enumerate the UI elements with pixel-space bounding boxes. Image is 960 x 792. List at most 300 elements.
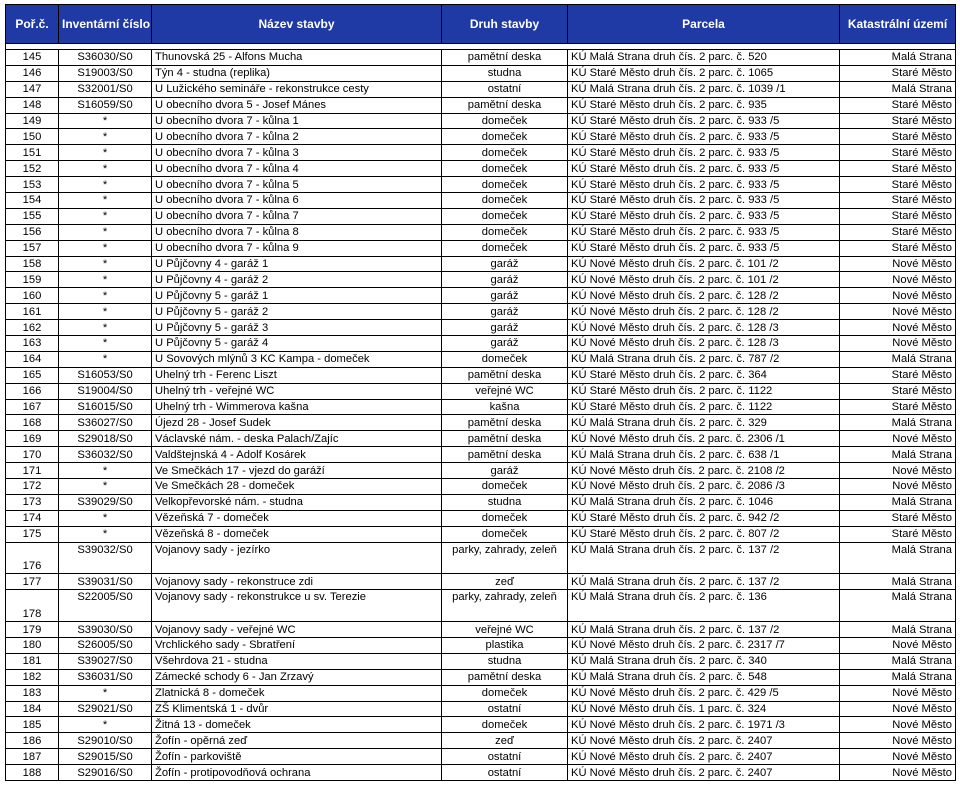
building-name-cell: Ve Smečkách 17 - vjezd do garáží [152,463,442,479]
parcel-cell: KÚ Nové Město druh čís. 2 parc. č. 2108 /2 [568,463,840,479]
cadastral-area-cell: Staré Město [840,510,956,526]
row-number-cell: 149 [6,113,59,129]
building-type-cell: pamětní deska [442,447,568,463]
building-name-cell: Vojanovy sady - veřejné WC [152,622,442,638]
building-type-cell: domeček [442,479,568,495]
cadastral-area-cell: Staré Město [840,193,956,209]
parcel-cell: KÚ Staré Město druh čís. 2 parc. č. 933 /5 [568,161,840,177]
row-number-cell: 167 [6,399,59,415]
inventory-number-cell: * [59,208,152,224]
building-type-cell: studna [442,653,568,669]
building-type-cell: zeď [442,574,568,590]
building-name-cell: U obecního dvora 7 - kůlna 5 [152,177,442,193]
cadastral-area-cell: Nové Město [840,256,956,272]
parcel-cell: KÚ Staré Město druh čís. 2 parc. č. 933 /5 [568,177,840,193]
building-type-cell: garáž [442,463,568,479]
row-number-cell: 148 [6,97,59,113]
parcel-cell: KÚ Nové Město druh čís. 2 parc. č. 128 /3 [568,336,840,352]
inventory-number-cell: * [59,304,152,320]
table-row [6,733,956,749]
table-row [6,256,956,272]
table-row [6,622,956,638]
building-type-cell: pamětní deska [442,431,568,447]
row-number-cell: 187 [6,749,59,765]
row-number-cell: 156 [6,224,59,240]
inventory-number-cell: S22005/S0 [59,590,152,622]
building-type-cell: domeček [442,177,568,193]
parcel-cell: KÚ Nové Město druh čís. 2 parc. č. 101 /2 [568,256,840,272]
inventory-number-cell: S29021/S0 [59,701,152,717]
parcel-cell: KÚ Malá Strana druh čís. 2 parc. č. 1039 /1 [568,81,840,97]
table-row [6,749,956,765]
row-number-cell: 177 [6,574,59,590]
parcel-cell: KÚ Nové Město druh čís. 2 parc. č. 2306 /1 [568,431,840,447]
inventory-number-cell: S29015/S0 [59,749,152,765]
parcel-cell: KÚ Staré Město druh čís. 2 parc. č. 933 /5 [568,193,840,209]
row-number-cell: 170 [6,447,59,463]
building-name-cell: Žofín - opěrná zeď [152,733,442,749]
building-type-cell: domeček [442,526,568,542]
column-header-cadastral-area: Katastrální území [840,5,956,44]
building-name-cell: U obecního dvora 7 - kůlna 7 [152,208,442,224]
cadastral-area-cell: Malá Strana [840,494,956,510]
table-row [6,304,956,320]
table-row [6,399,956,415]
inventory-number-cell: S36030/S0 [59,50,152,66]
inventory-number-cell: * [59,145,152,161]
parcel-cell: KÚ Staré Město druh čís. 2 parc. č. 364 [568,367,840,383]
cadastral-area-cell: Staré Město [840,383,956,399]
row-number-cell: 186 [6,733,59,749]
parcel-cell: KÚ Malá Strana druh čís. 2 parc. č. 1046 [568,494,840,510]
table-row [6,129,956,145]
cadastral-area-cell: Nové Město [840,304,956,320]
table-row [6,590,956,622]
table-row [6,542,956,574]
inventory-number-cell: * [59,288,152,304]
table-row [6,224,956,240]
parcel-cell: KÚ Malá Strana druh čís. 2 parc. č. 329 [568,415,840,431]
building-name-cell: Zámecké schody 6 - Jan Zrzavý [152,669,442,685]
parcel-cell: KÚ Malá Strana druh čís. 2 parc. č. 548 [568,669,840,685]
parcel-cell: KÚ Malá Strana druh čís. 2 parc. č. 137 /2 [568,542,840,574]
table-row [6,193,956,209]
building-type-cell: ostatní [442,749,568,765]
building-name-cell: Vězeňská 8 - domeček [152,526,442,542]
inventory-number-cell: S16015/S0 [59,399,152,415]
table-row [6,145,956,161]
row-number-cell: 174 [6,510,59,526]
parcel-cell: KÚ Nové Město druh čís. 2 parc. č. 2407 [568,749,840,765]
parcel-cell: KÚ Staré Město druh čís. 2 parc. č. 1122 [568,399,840,415]
building-name-cell: Týn 4 - studna (replika) [152,65,442,81]
building-type-cell: garáž [442,336,568,352]
row-number-cell: 162 [6,320,59,336]
cadastral-area-cell: Malá Strana [840,351,956,367]
cadastral-area-cell: Staré Město [840,526,956,542]
building-name-cell: Vojanovy sady - rekonstrukce u sv. Terezie [152,590,442,622]
parcel-cell: KÚ Staré Město druh čís. 2 parc. č. 933 /5 [568,145,840,161]
building-type-cell: parky, zahrady, zeleň [442,542,568,574]
building-name-cell: Ve Smečkách 28 - domeček [152,479,442,495]
cadastral-area-cell: Nové Město [840,320,956,336]
building-type-cell: domeček [442,145,568,161]
column-header-inventory: Inventární číslo [59,5,152,44]
cadastral-area-cell: Staré Město [840,399,956,415]
inventory-number-cell: S36032/S0 [59,447,152,463]
buildings-table [5,4,956,781]
building-type-cell: garáž [442,256,568,272]
table-row [6,208,956,224]
inventory-number-cell: S39030/S0 [59,622,152,638]
cadastral-area-cell: Staré Město [840,97,956,113]
row-number-cell: 145 [6,50,59,66]
row-number-cell: 172 [6,479,59,495]
parcel-cell: KÚ Nové Město druh čís. 2 parc. č. 1971 /3 [568,717,840,733]
parcel-cell: KÚ Staré Město druh čís. 2 parc. č. 1122 [568,383,840,399]
inventory-number-cell: S36027/S0 [59,415,152,431]
cadastral-area-cell: Malá Strana [840,542,956,574]
table-row [6,272,956,288]
table-body [6,50,956,781]
building-name-cell: Uhelný trh - Wimmerova kašna [152,399,442,415]
building-name-cell: Vojanovy sady - jezírko [152,542,442,574]
building-type-cell: domeček [442,717,568,733]
building-name-cell: U Půjčovny 5 - garáž 2 [152,304,442,320]
building-type-cell: veřejné WC [442,383,568,399]
building-type-cell: domeček [442,193,568,209]
row-number-cell: 171 [6,463,59,479]
inventory-number-cell: * [59,224,152,240]
building-type-cell: domeček [442,351,568,367]
building-type-cell: studna [442,494,568,510]
cadastral-area-cell: Staré Město [840,113,956,129]
row-number-cell: 152 [6,161,59,177]
inventory-number-cell: S29010/S0 [59,733,152,749]
parcel-cell: KÚ Nové Město druh čís. 1 parc. č. 324 [568,701,840,717]
table-row [6,463,956,479]
table-row [6,765,956,781]
table-row [6,717,956,733]
building-name-cell: ZŠ Klimentská 1 - dvůr [152,701,442,717]
parcel-cell: KÚ Malá Strana druh čís. 2 parc. č. 787 /2 [568,351,840,367]
cadastral-area-cell: Nové Město [840,701,956,717]
building-name-cell: U obecního dvora 7 - kůlna 8 [152,224,442,240]
table-row [6,447,956,463]
building-type-cell: pamětní deska [442,50,568,66]
building-name-cell: U Půjčovny 4 - garáž 1 [152,256,442,272]
table-row [6,50,956,66]
parcel-cell: KÚ Nové Město druh čís. 2 parc. č. 429 /5 [568,685,840,701]
building-name-cell: U Sovových mlýnů 3 KC Kampa - domeček [152,351,442,367]
cadastral-area-cell: Nové Město [840,431,956,447]
inventory-number-cell: * [59,113,152,129]
row-number-cell: 150 [6,129,59,145]
cadastral-area-cell: Staré Město [840,161,956,177]
inventory-number-cell: * [59,320,152,336]
parcel-cell: KÚ Staré Město druh čís. 2 parc. č. 1065 [568,65,840,81]
parcel-cell: KÚ Staré Město druh čís. 2 parc. č. 933 /5 [568,113,840,129]
inventory-number-cell: * [59,510,152,526]
building-name-cell: U Lužického semináře - rekonstrukce cesty [152,81,442,97]
row-number-cell: 188 [6,765,59,781]
cadastral-area-cell: Staré Město [840,129,956,145]
building-type-cell: garáž [442,272,568,288]
inventory-number-cell: S39029/S0 [59,494,152,510]
row-number-cell: 154 [6,193,59,209]
cadastral-area-cell: Nové Město [840,717,956,733]
parcel-cell: KÚ Malá Strana druh čís. 2 parc. č. 340 [568,653,840,669]
parcel-cell: KÚ Malá Strana druh čís. 2 parc. č. 137 /2 [568,574,840,590]
inventory-number-cell: * [59,256,152,272]
building-name-cell: Žofín - parkoviště [152,749,442,765]
parcel-cell: KÚ Nové Město druh čís. 2 parc. č. 2086 /3 [568,479,840,495]
row-number-cell: 179 [6,622,59,638]
cadastral-area-cell: Staré Město [840,208,956,224]
parcel-cell: KÚ Staré Město druh čís. 2 parc. č. 935 [568,97,840,113]
building-name-cell: Vrchlického sady - Sbratření [152,637,442,653]
building-name-cell: U Půjčovny 5 - garáž 1 [152,288,442,304]
building-type-cell: domeček [442,224,568,240]
row-number-cell: 157 [6,240,59,256]
cadastral-area-cell: Malá Strana [840,415,956,431]
table-row [6,65,956,81]
building-name-cell: U obecního dvora 7 - kůlna 4 [152,161,442,177]
row-number-cell: 163 [6,336,59,352]
inventory-number-cell: * [59,351,152,367]
building-type-cell: parky, zahrady, zeleň [442,590,568,622]
cadastral-area-cell: Staré Město [840,240,956,256]
row-number-cell: 185 [6,717,59,733]
building-name-cell: Újezd 28 - Josef Sudek [152,415,442,431]
building-type-cell: garáž [442,288,568,304]
inventory-number-cell: S29016/S0 [59,765,152,781]
row-number-cell: 146 [6,65,59,81]
table-row [6,320,956,336]
cadastral-area-cell: Staré Město [840,224,956,240]
building-name-cell: Žofín - protipovodňová ochrana [152,765,442,781]
table-row [6,574,956,590]
parcel-cell: KÚ Nové Město druh čís. 2 parc. č. 101 /2 [568,272,840,288]
table-header [6,5,956,50]
cadastral-area-cell: Nové Město [840,336,956,352]
cadastral-area-cell: Nové Město [840,765,956,781]
building-type-cell: pamětní deska [442,97,568,113]
parcel-cell: KÚ Malá Strana druh čís. 2 parc. č. 638 /1 [568,447,840,463]
row-number-cell: 153 [6,177,59,193]
table-row [6,510,956,526]
building-type-cell: garáž [442,320,568,336]
parcel-cell: KÚ Staré Město druh čís. 2 parc. č. 807 /2 [568,526,840,542]
building-name-cell: Václavské nám. - deska Palach/Zajíc [152,431,442,447]
building-type-cell: pamětní deska [442,367,568,383]
column-header-building-type: Druh stavby [442,5,568,44]
inventory-number-cell: * [59,526,152,542]
building-type-cell: studna [442,65,568,81]
building-type-cell: domeček [442,685,568,701]
inventory-number-cell: S29018/S0 [59,431,152,447]
parcel-cell: KÚ Nové Město druh čís. 2 parc. č. 2317 /7 [568,637,840,653]
row-number-cell: 184 [6,701,59,717]
table-row [6,336,956,352]
row-number-cell: 175 [6,526,59,542]
row-number-cell: 151 [6,145,59,161]
row-number-cell: 169 [6,431,59,447]
inventory-number-cell: * [59,193,152,209]
row-number-cell: 166 [6,383,59,399]
building-name-cell: U obecního dvora 7 - kůlna 1 [152,113,442,129]
building-name-cell: U obecního dvora 7 - kůlna 3 [152,145,442,161]
cadastral-area-cell: Malá Strana [840,447,956,463]
parcel-cell: KÚ Staré Město druh čís. 2 parc. č. 933 /5 [568,129,840,145]
building-name-cell: Vězeňská 7 - domeček [152,510,442,526]
building-type-cell: domeček [442,240,568,256]
cadastral-area-cell: Staré Město [840,145,956,161]
table-row [6,479,956,495]
table-row [6,637,956,653]
building-name-cell: Thunovská 25 - Alfons Mucha [152,50,442,66]
table-row [6,81,956,97]
inventory-number-cell: S32001/S0 [59,81,152,97]
building-name-cell: U Půjčovny 4 - garáž 2 [152,272,442,288]
parcel-cell: KÚ Malá Strana druh čís. 2 parc. č. 520 [568,50,840,66]
inventory-number-cell: S26005/S0 [59,637,152,653]
cadastral-area-cell: Malá Strana [840,669,956,685]
table-row [6,240,956,256]
cadastral-area-cell: Malá Strana [840,81,956,97]
inventory-number-cell: S19004/S0 [59,383,152,399]
row-number-cell: 182 [6,669,59,685]
cadastral-area-cell: Malá Strana [840,653,956,669]
building-type-cell: pamětní deska [442,669,568,685]
parcel-cell: KÚ Nové Město druh čís. 2 parc. č. 128 /2 [568,304,840,320]
inventory-number-cell: * [59,129,152,145]
row-number-cell: 183 [6,685,59,701]
table-row [6,431,956,447]
building-name-cell: Uhelný trh - Ferenc Liszt [152,367,442,383]
table-row [6,161,956,177]
building-type-cell: garáž [442,304,568,320]
table-row [6,701,956,717]
cadastral-area-cell: Staré Město [840,177,956,193]
column-header-building-name: Název stavby [152,5,442,44]
parcel-cell: KÚ Nové Město druh čís. 2 parc. č. 2407 [568,733,840,749]
table-row [6,367,956,383]
table-row [6,415,956,431]
inventory-number-cell: * [59,717,152,733]
cadastral-area-cell: Nové Město [840,479,956,495]
building-name-cell: U Půjčovny 5 - garáž 3 [152,320,442,336]
inventory-number-cell: S39032/S0 [59,542,152,574]
cadastral-area-cell: Malá Strana [840,574,956,590]
parcel-cell: KÚ Staré Město druh čís. 2 parc. č. 933 /5 [568,240,840,256]
parcel-cell: KÚ Malá Strana druh čís. 2 parc. č. 136 [568,590,840,622]
building-name-cell: Velkopřevorské nám. - studna [152,494,442,510]
building-name-cell: Žitná 13 - domeček [152,717,442,733]
building-type-cell: ostatní [442,701,568,717]
table-row [6,653,956,669]
cadastral-area-cell: Nové Město [840,272,956,288]
row-number-cell: 176 [6,542,59,574]
table-row [6,685,956,701]
table-row [6,288,956,304]
inventory-number-cell: S19003/S0 [59,65,152,81]
parcel-cell: KÚ Nové Město druh čís. 2 parc. č. 128 /3 [568,320,840,336]
table-row [6,177,956,193]
inventory-number-cell: * [59,272,152,288]
parcel-cell: KÚ Nové Město druh čís. 2 parc. č. 128 /2 [568,288,840,304]
building-type-cell: domeček [442,510,568,526]
table-row [6,526,956,542]
cadastral-area-cell: Malá Strana [840,622,956,638]
row-number-cell: 155 [6,208,59,224]
cadastral-area-cell: Nové Město [840,685,956,701]
row-number-cell: 164 [6,351,59,367]
row-number-cell: 160 [6,288,59,304]
row-number-cell: 180 [6,637,59,653]
parcel-cell: KÚ Staré Město druh čís. 2 parc. č. 933 /5 [568,224,840,240]
building-type-cell: ostatní [442,81,568,97]
table-row [6,383,956,399]
parcel-cell: KÚ Staré Město druh čís. 2 parc. č. 933 /5 [568,208,840,224]
row-number-cell: 173 [6,494,59,510]
building-name-cell: Všehrdova 21 - studna [152,653,442,669]
table-row [6,113,956,129]
cadastral-area-cell: Malá Strana [840,590,956,622]
building-type-cell: domeček [442,129,568,145]
column-header-order: Poř.č. [6,5,59,44]
building-type-cell: domeček [442,113,568,129]
building-type-cell: pamětní deska [442,415,568,431]
inventory-number-cell: S36031/S0 [59,669,152,685]
column-header-parcel: Parcela [568,5,840,44]
row-number-cell: 168 [6,415,59,431]
cadastral-area-cell: Malá Strana [840,50,956,66]
inventory-number-cell: * [59,240,152,256]
building-type-cell: zeď [442,733,568,749]
table-row [6,97,956,113]
building-type-cell: veřejné WC [442,622,568,638]
table-row [6,351,956,367]
building-type-cell: domeček [442,161,568,177]
row-number-cell: 159 [6,272,59,288]
table-row [6,669,956,685]
inventory-number-cell: * [59,177,152,193]
cadastral-area-cell: Staré Město [840,367,956,383]
row-number-cell: 178 [6,590,59,622]
table-row [6,494,956,510]
inventory-number-cell: S16053/S0 [59,367,152,383]
inventory-number-cell: * [59,463,152,479]
building-type-cell: plastika [442,637,568,653]
building-name-cell: Valdštejnská 4 - Adolf Kosárek [152,447,442,463]
building-name-cell: Uhelný trh - veřejné WC [152,383,442,399]
cadastral-area-cell: Nové Město [840,637,956,653]
parcel-cell: KÚ Staré Město druh čís. 2 parc. č. 942 /2 [568,510,840,526]
parcel-cell: KÚ Nové Město druh čís. 2 parc. č. 2407 [568,765,840,781]
building-type-cell: domeček [442,208,568,224]
building-name-cell: U obecního dvora 7 - kůlna 9 [152,240,442,256]
inventory-number-cell: * [59,479,152,495]
inventory-number-cell: S39031/S0 [59,574,152,590]
row-number-cell: 181 [6,653,59,669]
cadastral-area-cell: Staré Město [840,65,956,81]
cadastral-area-cell: Nové Město [840,749,956,765]
building-name-cell: U Půjčovny 5 - garáž 4 [152,336,442,352]
building-type-cell: ostatní [442,765,568,781]
inventory-number-cell: * [59,336,152,352]
building-name-cell: Zlatnická 8 - domeček [152,685,442,701]
